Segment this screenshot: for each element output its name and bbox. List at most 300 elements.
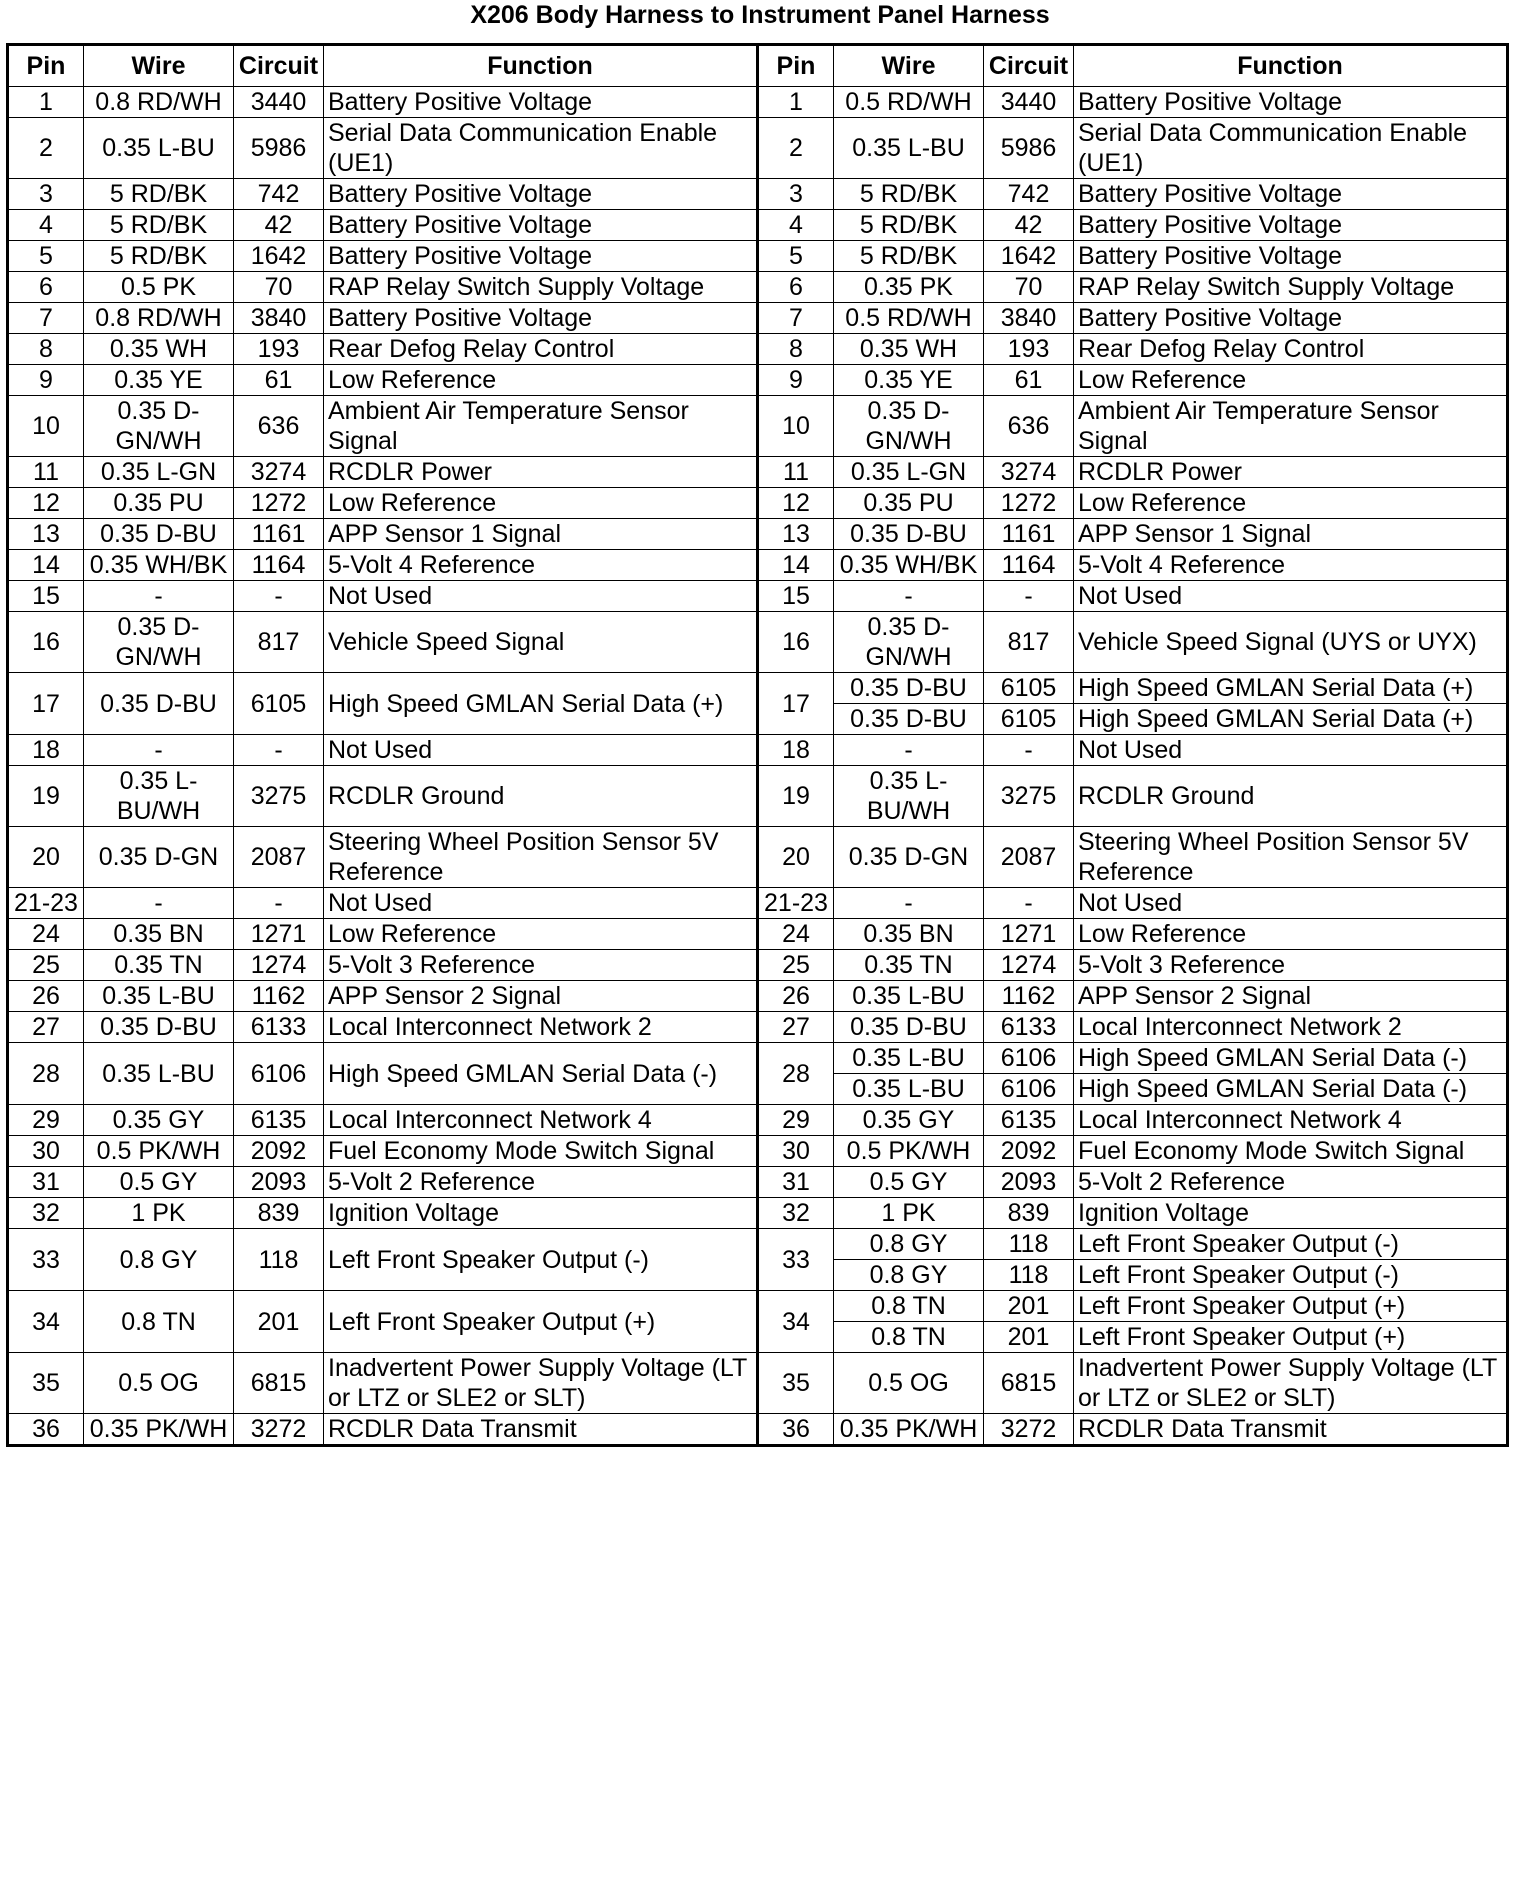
right-wire: 0.35 L-BU/WH: [834, 766, 984, 827]
right-circuit: 61: [984, 365, 1074, 396]
left-circuit: 1274: [234, 950, 324, 981]
right-pin: 29: [758, 1105, 834, 1136]
right-circuit: 201: [984, 1322, 1074, 1353]
left-wire: -: [84, 735, 234, 766]
left-circuit: 42: [234, 210, 324, 241]
table-row: [8, 981, 1508, 1012]
table-row: [8, 519, 1508, 550]
table-row: [8, 365, 1508, 396]
right-pin: 21-23: [758, 888, 834, 919]
left-pin: 16: [8, 612, 84, 673]
left-function: Ignition Voltage: [324, 1198, 758, 1229]
left-function: RCDLR Data Transmit: [324, 1414, 758, 1446]
left-pin: 13: [8, 519, 84, 550]
left-wire: 0.8 RD/WH: [84, 303, 234, 334]
table-row: [8, 950, 1508, 981]
left-pin: 17: [8, 673, 84, 735]
right-circuit: 1272: [984, 488, 1074, 519]
right-function: Not Used: [1074, 888, 1508, 919]
right-function: Vehicle Speed Signal (UYS or UYX): [1074, 612, 1508, 673]
left-function: Battery Positive Voltage: [324, 179, 758, 210]
left-pin: 20: [8, 827, 84, 888]
right-pin: 10: [758, 396, 834, 457]
right-circuit: 1161: [984, 519, 1074, 550]
left-circuit: 201: [234, 1291, 324, 1353]
right-pin: 9: [758, 365, 834, 396]
right-circuit: 1271: [984, 919, 1074, 950]
right-function: Local Interconnect Network 4: [1074, 1105, 1508, 1136]
right-pin: 25: [758, 950, 834, 981]
table-row: [8, 272, 1508, 303]
left-pin: 2: [8, 118, 84, 179]
right-circuit: 1274: [984, 950, 1074, 981]
pinout-table: [6, 43, 1509, 1447]
left-wire: 0.35 WH/BK: [84, 550, 234, 581]
right-wire: -: [834, 735, 984, 766]
left-function: High Speed GMLAN Serial Data (+): [324, 673, 758, 735]
right-pin: 19: [758, 766, 834, 827]
left-circuit: -: [234, 581, 324, 612]
pinout-table-body: [8, 87, 1508, 1446]
left-wire: 0.35 PU: [84, 488, 234, 519]
left-wire: 0.8 RD/WH: [84, 87, 234, 118]
right-circuit: 6105: [984, 673, 1074, 704]
left-circuit: 1271: [234, 919, 324, 950]
right-function: 5-Volt 2 Reference: [1074, 1167, 1508, 1198]
right-wire: 5 RD/BK: [834, 241, 984, 272]
left-wire: 0.35 BN: [84, 919, 234, 950]
table-row: [8, 766, 1508, 827]
right-function: APP Sensor 1 Signal: [1074, 519, 1508, 550]
right-wire: 0.8 TN: [834, 1322, 984, 1353]
left-function: Battery Positive Voltage: [324, 87, 758, 118]
right-circuit: 3440: [984, 87, 1074, 118]
left-pin: 26: [8, 981, 84, 1012]
left-function: Battery Positive Voltage: [324, 241, 758, 272]
left-pin: 32: [8, 1198, 84, 1229]
right-pin: 36: [758, 1414, 834, 1446]
right-circuit: -: [984, 888, 1074, 919]
left-wire: 0.35 TN: [84, 950, 234, 981]
table-row: [8, 210, 1508, 241]
left-circuit: 2092: [234, 1136, 324, 1167]
left-wire: 0.35 D-GN/WH: [84, 396, 234, 457]
right-pin: 17: [758, 673, 834, 735]
right-circuit: 5986: [984, 118, 1074, 179]
left-function: RAP Relay Switch Supply Voltage: [324, 272, 758, 303]
right-function: Steering Wheel Position Sensor 5V Reference: [1074, 827, 1508, 888]
right-wire: 0.8 GY: [834, 1260, 984, 1291]
left-circuit: 2087: [234, 827, 324, 888]
left-function: 5-Volt 4 Reference: [324, 550, 758, 581]
right-circuit: 1162: [984, 981, 1074, 1012]
left-pin: 9: [8, 365, 84, 396]
left-wire: 0.35 L-BU: [84, 118, 234, 179]
right-wire: 0.35 YE: [834, 365, 984, 396]
table-row: [8, 919, 1508, 950]
header-circuit-right: Circuit: [984, 45, 1074, 87]
table-row: [8, 735, 1508, 766]
left-wire: 0.35 L-GN: [84, 457, 234, 488]
right-pin: 30: [758, 1136, 834, 1167]
left-function: APP Sensor 1 Signal: [324, 519, 758, 550]
right-pin: 24: [758, 919, 834, 950]
left-pin: 29: [8, 1105, 84, 1136]
left-circuit: 6815: [234, 1353, 324, 1414]
left-wire: 5 RD/BK: [84, 210, 234, 241]
right-wire: 0.5 RD/WH: [834, 303, 984, 334]
left-circuit: 3272: [234, 1414, 324, 1446]
left-circuit: 742: [234, 179, 324, 210]
right-wire: 0.5 RD/WH: [834, 87, 984, 118]
left-function: APP Sensor 2 Signal: [324, 981, 758, 1012]
right-circuit: 1164: [984, 550, 1074, 581]
right-function: Left Front Speaker Output (+): [1074, 1322, 1508, 1353]
left-circuit: 3840: [234, 303, 324, 334]
table-row: [8, 550, 1508, 581]
left-pin: 5: [8, 241, 84, 272]
left-function: Serial Data Communication Enable (UE1): [324, 118, 758, 179]
left-pin: 36: [8, 1414, 84, 1446]
right-function: RCDLR Ground: [1074, 766, 1508, 827]
left-wire: 0.8 GY: [84, 1229, 234, 1291]
right-wire: 0.35 BN: [834, 919, 984, 950]
left-wire: 0.5 OG: [84, 1353, 234, 1414]
left-pin: 34: [8, 1291, 84, 1353]
right-wire: 5 RD/BK: [834, 210, 984, 241]
right-function: Inadvertent Power Supply Voltage (LT or LTZ or SLE2 or SLT): [1074, 1353, 1508, 1414]
left-pin: 12: [8, 488, 84, 519]
left-function: Low Reference: [324, 488, 758, 519]
left-pin: 14: [8, 550, 84, 581]
right-wire: 0.5 PK/WH: [834, 1136, 984, 1167]
right-wire: 0.8 GY: [834, 1229, 984, 1260]
left-pin: 15: [8, 581, 84, 612]
table-title: X206 Body Harness to Instrument Panel Harness: [470, 1, 1050, 29]
left-pin: 27: [8, 1012, 84, 1043]
right-circuit: 839: [984, 1198, 1074, 1229]
right-function: Battery Positive Voltage: [1074, 179, 1508, 210]
left-pin: 19: [8, 766, 84, 827]
right-function: Fuel Economy Mode Switch Signal: [1074, 1136, 1508, 1167]
right-circuit: 2092: [984, 1136, 1074, 1167]
left-function: Battery Positive Voltage: [324, 303, 758, 334]
right-function: RCDLR Data Transmit: [1074, 1414, 1508, 1446]
right-circuit: 118: [984, 1229, 1074, 1260]
right-circuit: 118: [984, 1260, 1074, 1291]
right-function: Not Used: [1074, 581, 1508, 612]
left-function: Not Used: [324, 735, 758, 766]
left-circuit: 5986: [234, 118, 324, 179]
left-circuit: 1272: [234, 488, 324, 519]
left-wire: 0.35 D-GN/WH: [84, 612, 234, 673]
left-wire: 5 RD/BK: [84, 241, 234, 272]
left-pin: 33: [8, 1229, 84, 1291]
right-function: High Speed GMLAN Serial Data (+): [1074, 704, 1508, 735]
left-circuit: 636: [234, 396, 324, 457]
right-pin: 11: [758, 457, 834, 488]
right-wire: 0.35 D-BU: [834, 673, 984, 704]
right-function: Battery Positive Voltage: [1074, 303, 1508, 334]
right-pin: 5: [758, 241, 834, 272]
right-wire: 0.35 L-GN: [834, 457, 984, 488]
right-pin: 16: [758, 612, 834, 673]
left-circuit: 1164: [234, 550, 324, 581]
right-function: High Speed GMLAN Serial Data (-): [1074, 1043, 1508, 1074]
left-pin: 7: [8, 303, 84, 334]
right-function: 5-Volt 3 Reference: [1074, 950, 1508, 981]
right-pin: 32: [758, 1198, 834, 1229]
header-function-left: Function: [324, 45, 758, 87]
left-pin: 4: [8, 210, 84, 241]
right-circuit: 1642: [984, 241, 1074, 272]
right-wire: 0.35 GY: [834, 1105, 984, 1136]
right-pin: 20: [758, 827, 834, 888]
left-function: Left Front Speaker Output (-): [324, 1229, 758, 1291]
left-function: Low Reference: [324, 919, 758, 950]
right-pin: 8: [758, 334, 834, 365]
left-pin: 24: [8, 919, 84, 950]
left-pin: 35: [8, 1353, 84, 1414]
table-row: [8, 1291, 1508, 1322]
left-wire: 0.35 L-BU: [84, 1043, 234, 1105]
table-row: [8, 1167, 1508, 1198]
table-row: [8, 1136, 1508, 1167]
left-function: Inadvertent Power Supply Voltage (LT or LTZ or SLE2 or SLT): [324, 1353, 758, 1414]
table-row: [8, 1012, 1508, 1043]
right-pin: 3: [758, 179, 834, 210]
left-wire: 0.35 D-GN: [84, 827, 234, 888]
left-circuit: 70: [234, 272, 324, 303]
left-circuit: 6105: [234, 673, 324, 735]
left-pin: 8: [8, 334, 84, 365]
right-function: APP Sensor 2 Signal: [1074, 981, 1508, 1012]
right-function: RCDLR Power: [1074, 457, 1508, 488]
right-wire: 0.35 D-BU: [834, 519, 984, 550]
left-function: Fuel Economy Mode Switch Signal: [324, 1136, 758, 1167]
left-function: Low Reference: [324, 365, 758, 396]
left-pin: 28: [8, 1043, 84, 1105]
left-circuit: 817: [234, 612, 324, 673]
table-row: [8, 888, 1508, 919]
left-wire: 1 PK: [84, 1198, 234, 1229]
left-pin: 6: [8, 272, 84, 303]
left-wire: -: [84, 888, 234, 919]
right-pin: 31: [758, 1167, 834, 1198]
right-wire: 0.35 PU: [834, 488, 984, 519]
left-circuit: 1162: [234, 981, 324, 1012]
right-wire: 0.35 D-GN: [834, 827, 984, 888]
right-wire: 0.35 WH/BK: [834, 550, 984, 581]
table-row: [8, 612, 1508, 673]
left-circuit: 1161: [234, 519, 324, 550]
left-function: Local Interconnect Network 2: [324, 1012, 758, 1043]
left-function: 5-Volt 3 Reference: [324, 950, 758, 981]
table-row: [8, 1229, 1508, 1260]
right-wire: 0.35 TN: [834, 950, 984, 981]
table-row: [8, 87, 1508, 118]
left-circuit: 3275: [234, 766, 324, 827]
table-row: [8, 396, 1508, 457]
left-function: RCDLR Power: [324, 457, 758, 488]
right-pin: 4: [758, 210, 834, 241]
left-wire: 0.35 D-BU: [84, 1012, 234, 1043]
right-circuit: 201: [984, 1291, 1074, 1322]
left-wire: 0.35 GY: [84, 1105, 234, 1136]
left-circuit: 6133: [234, 1012, 324, 1043]
left-pin: 3: [8, 179, 84, 210]
right-pin: 33: [758, 1229, 834, 1291]
header-pin-left: Pin: [8, 45, 84, 87]
right-pin: 12: [758, 488, 834, 519]
right-pin: 34: [758, 1291, 834, 1353]
right-pin: 1: [758, 87, 834, 118]
left-function: Steering Wheel Position Sensor 5V Reference: [324, 827, 758, 888]
right-function: Low Reference: [1074, 919, 1508, 950]
left-pin: 31: [8, 1167, 84, 1198]
right-wire: 0.35 D-GN/WH: [834, 612, 984, 673]
right-wire: 0.35 L-BU: [834, 1074, 984, 1105]
right-circuit: 3272: [984, 1414, 1074, 1446]
right-function: Left Front Speaker Output (+): [1074, 1291, 1508, 1322]
right-function: Not Used: [1074, 735, 1508, 766]
right-circuit: 6135: [984, 1105, 1074, 1136]
right-function: Battery Positive Voltage: [1074, 241, 1508, 272]
table-row: [8, 673, 1508, 704]
left-pin: 21-23: [8, 888, 84, 919]
right-wire: 0.35 PK: [834, 272, 984, 303]
left-function: Rear Defog Relay Control: [324, 334, 758, 365]
right-wire: 1 PK: [834, 1198, 984, 1229]
left-function: Battery Positive Voltage: [324, 210, 758, 241]
right-function: Rear Defog Relay Control: [1074, 334, 1508, 365]
right-function: High Speed GMLAN Serial Data (+): [1074, 673, 1508, 704]
right-circuit: 2093: [984, 1167, 1074, 1198]
right-function: Low Reference: [1074, 488, 1508, 519]
left-wire: 0.35 YE: [84, 365, 234, 396]
header-row: [8, 45, 1508, 87]
left-function: RCDLR Ground: [324, 766, 758, 827]
right-wire: 5 RD/BK: [834, 179, 984, 210]
right-function: Local Interconnect Network 2: [1074, 1012, 1508, 1043]
right-circuit: 42: [984, 210, 1074, 241]
right-function: Left Front Speaker Output (-): [1074, 1260, 1508, 1291]
table-row: [8, 457, 1508, 488]
header-function-right: Function: [1074, 45, 1508, 87]
header-wire-right: Wire: [834, 45, 984, 87]
left-circuit: 6135: [234, 1105, 324, 1136]
right-function: RAP Relay Switch Supply Voltage: [1074, 272, 1508, 303]
right-pin: 6: [758, 272, 834, 303]
table-row: [8, 118, 1508, 179]
table-row: [8, 1043, 1508, 1074]
right-pin: 26: [758, 981, 834, 1012]
right-circuit: 6106: [984, 1043, 1074, 1074]
right-function: Serial Data Communication Enable (UE1): [1074, 118, 1508, 179]
left-function: Local Interconnect Network 4: [324, 1105, 758, 1136]
right-wire: -: [834, 888, 984, 919]
right-wire: 0.35 D-BU: [834, 704, 984, 735]
left-circuit: 118: [234, 1229, 324, 1291]
left-circuit: 193: [234, 334, 324, 365]
right-wire: 0.35 L-BU: [834, 1043, 984, 1074]
right-wire: 0.35 L-BU: [834, 118, 984, 179]
left-function: Vehicle Speed Signal: [324, 612, 758, 673]
right-pin: 2: [758, 118, 834, 179]
right-circuit: 6106: [984, 1074, 1074, 1105]
table-row: [8, 1353, 1508, 1414]
right-pin: 27: [758, 1012, 834, 1043]
right-circuit: 6105: [984, 704, 1074, 735]
right-circuit: 3275: [984, 766, 1074, 827]
right-circuit: 3840: [984, 303, 1074, 334]
right-circuit: 2087: [984, 827, 1074, 888]
left-function: Not Used: [324, 581, 758, 612]
left-pin: 10: [8, 396, 84, 457]
table-row: [8, 179, 1508, 210]
header-circuit-left: Circuit: [234, 45, 324, 87]
right-circuit: 742: [984, 179, 1074, 210]
left-function: 5-Volt 2 Reference: [324, 1167, 758, 1198]
left-function: High Speed GMLAN Serial Data (-): [324, 1043, 758, 1105]
pinout-table-wrapper: [6, 43, 1509, 1447]
left-circuit: 839: [234, 1198, 324, 1229]
right-function: High Speed GMLAN Serial Data (-): [1074, 1074, 1508, 1105]
right-function: Battery Positive Voltage: [1074, 210, 1508, 241]
left-circuit: -: [234, 888, 324, 919]
right-function: Battery Positive Voltage: [1074, 87, 1508, 118]
table-row: [8, 827, 1508, 888]
table-row: [8, 488, 1508, 519]
left-circuit: 2093: [234, 1167, 324, 1198]
right-function: Low Reference: [1074, 365, 1508, 396]
left-circuit: 6106: [234, 1043, 324, 1105]
right-pin: 13: [758, 519, 834, 550]
right-circuit: 6133: [984, 1012, 1074, 1043]
left-wire: 5 RD/BK: [84, 179, 234, 210]
left-pin: 18: [8, 735, 84, 766]
left-wire: 0.35 WH: [84, 334, 234, 365]
left-pin: 25: [8, 950, 84, 981]
left-wire: 0.35 L-BU: [84, 981, 234, 1012]
table-row: [8, 241, 1508, 272]
right-circuit: 70: [984, 272, 1074, 303]
table-row: [8, 1105, 1508, 1136]
right-wire: 0.8 TN: [834, 1291, 984, 1322]
right-function: 5-Volt 4 Reference: [1074, 550, 1508, 581]
left-wire: 0.35 PK/WH: [84, 1414, 234, 1446]
right-function: Ignition Voltage: [1074, 1198, 1508, 1229]
right-circuit: 3274: [984, 457, 1074, 488]
left-circuit: 3440: [234, 87, 324, 118]
header-wire-left: Wire: [84, 45, 234, 87]
right-pin: 35: [758, 1353, 834, 1414]
table-row: [8, 303, 1508, 334]
right-wire: 0.35 PK/WH: [834, 1414, 984, 1446]
left-pin: 11: [8, 457, 84, 488]
table-row: [8, 1198, 1508, 1229]
left-function: Ambient Air Temperature Sensor Signal: [324, 396, 758, 457]
left-wire: 0.5 GY: [84, 1167, 234, 1198]
right-wire: 0.35 D-GN/WH: [834, 396, 984, 457]
right-circuit: 6815: [984, 1353, 1074, 1414]
right-wire: 0.35 WH: [834, 334, 984, 365]
right-wire: 0.5 OG: [834, 1353, 984, 1414]
table-row: [8, 581, 1508, 612]
left-function: Not Used: [324, 888, 758, 919]
right-circuit: -: [984, 581, 1074, 612]
left-wire: 0.8 TN: [84, 1291, 234, 1353]
